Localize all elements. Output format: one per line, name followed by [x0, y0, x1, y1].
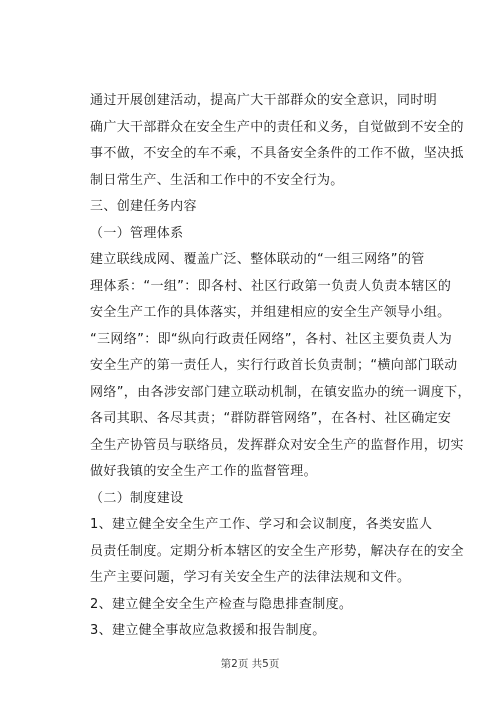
text-line: 做好我镇的安全生产工作的监督管理。 — [90, 464, 317, 479]
text-line: 2、建立健全安全生产检查与隐患排查制度。 — [90, 596, 353, 612]
text-line: 理体系：“一组”：即各村、社区行政第一负责人负责本辖区的 — [90, 278, 452, 294]
text-line: 生产主要问题，学习有关安全生产的法律法规和文件。 — [90, 570, 411, 585]
text-line: 建立联线成网、覆盖广泛、整体联动的“一组三网络”的管 — [90, 252, 425, 267]
text-line: 安全生产的第一责任人，实行行政首长负责制；“横向部门联动 — [90, 358, 458, 373]
text-line: 全生产协管员与联络员，发挥群众对安全生产的监督作用，切实 — [90, 437, 464, 453]
text-line: 1、建立健全安全生产工作、学习和会议制度，各类安监人 — [90, 517, 433, 532]
subsection-heading: （二）制度建设 — [90, 490, 184, 506]
text-line: 确广大干部群众在安全生产中的责任和义务，自觉做到不安全的 — [90, 119, 464, 135]
text-line: 员责任制度。定期分析本辖区的安全生产形势，解决存在的安全 — [90, 543, 464, 559]
text-line: 事不做，不安全的车不乘，不具备安全条件的工作不做，坚决抵 — [90, 146, 464, 161]
text-line: 3、建立健全事故应急救援和报告制度。 — [90, 623, 326, 638]
section-heading: 三、创建任务内容 — [90, 199, 197, 214]
document-body — [90, 88, 471, 645]
text-line: 通过开展创建活动，提高广大干部群众的安全意识，同时明 — [90, 93, 438, 108]
text-line: 各司其职、各尽其责；“群防群管网络”，在各村、社区确定安 — [90, 411, 452, 426]
text-line: “三网络”：即“纵向行政责任网络”，各村、社区主要负责人为 — [90, 331, 453, 347]
text-line: 安全生产工作的具体落实，并组建相应的安全生产领导小组。 — [90, 305, 451, 320]
page-number-footer: 第2页 共5页 — [220, 658, 280, 670]
text-line: 网络”，由各涉安部门建立联动机制，在镇安监办的统一调度下， — [90, 384, 471, 400]
text-line: 制日常生产、生活和工作中的不安全行为。 — [90, 172, 344, 188]
subsection-heading: （一）管理体系 — [90, 225, 184, 241]
